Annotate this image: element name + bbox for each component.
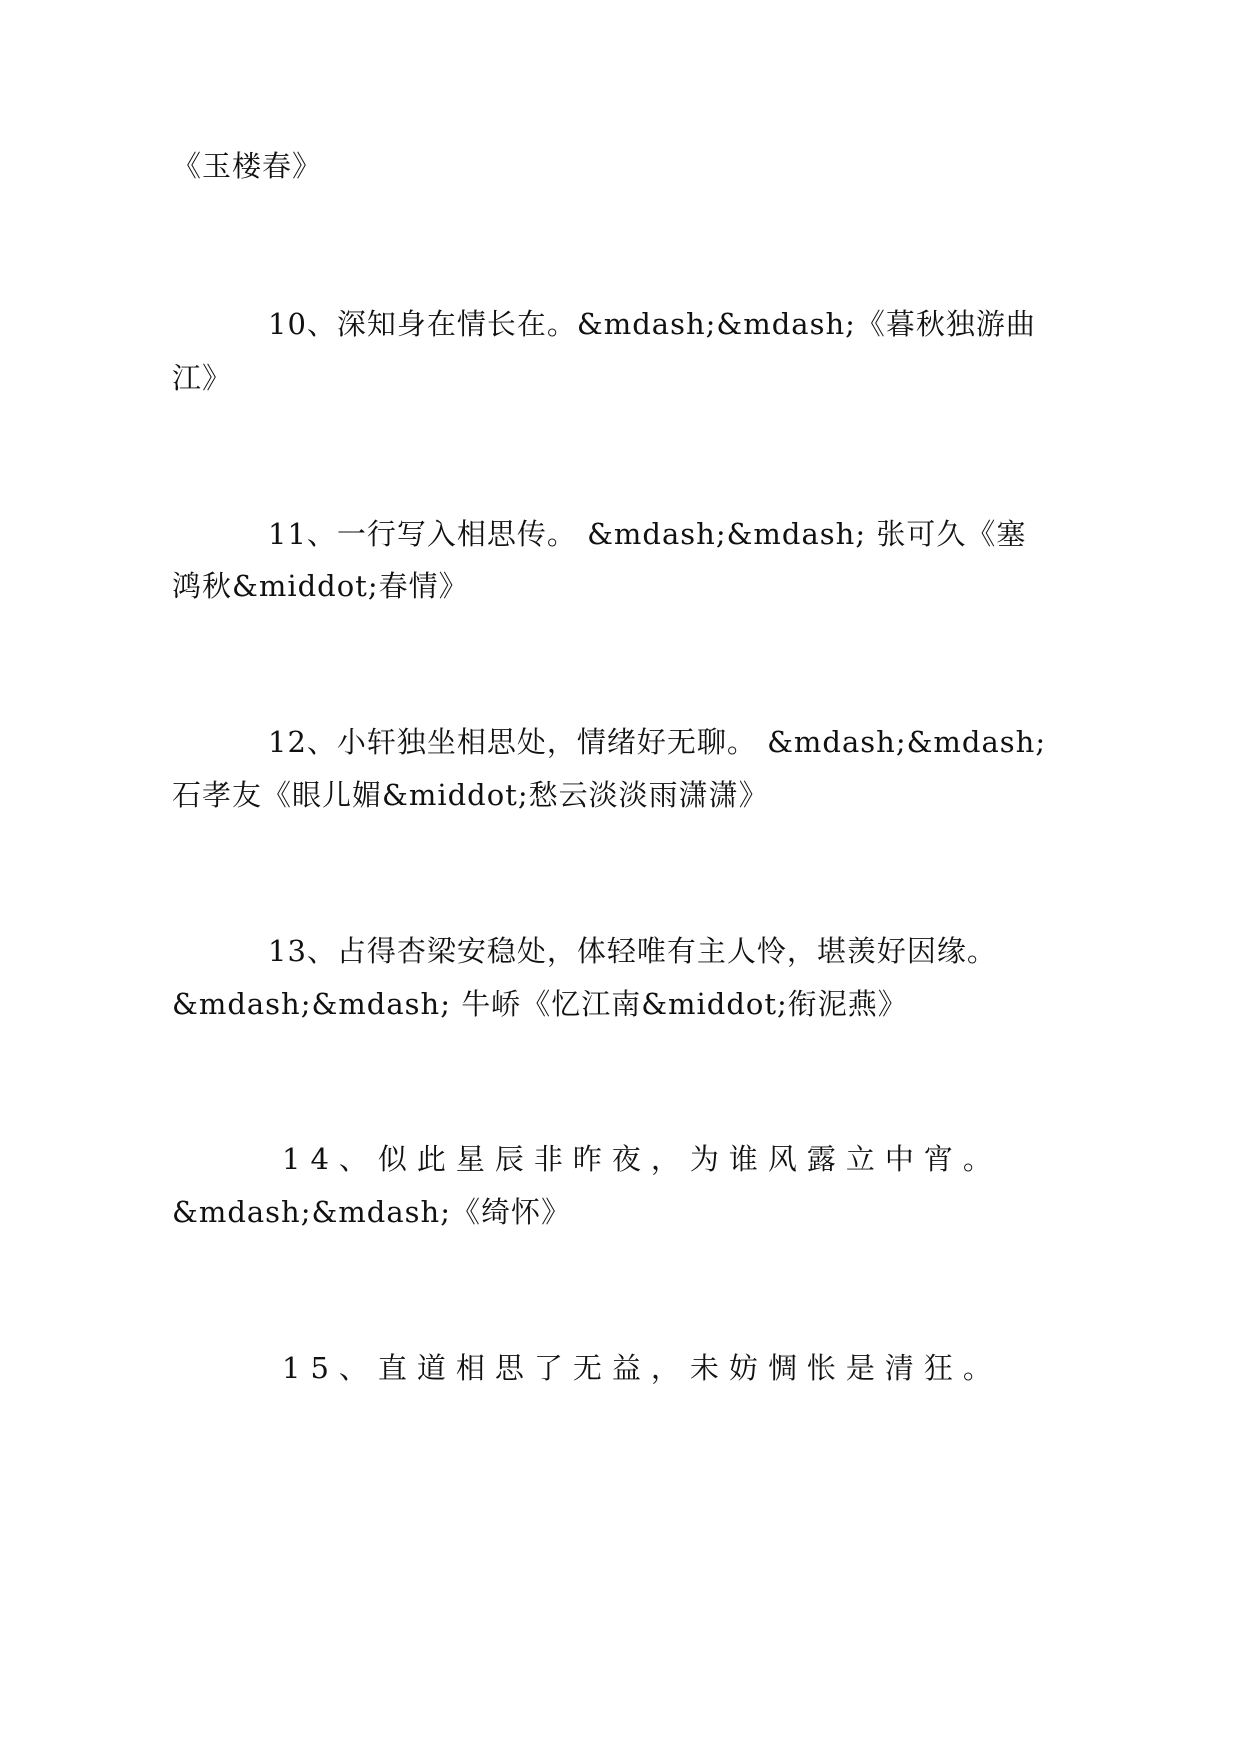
paragraph-11-line-1: 11、一行写入相思传。 &mdash;&mdash; 张可久《塞 — [268, 517, 1027, 551]
paragraph-13-line-1: 13、占得杏梁安稳处，体轻唯有主人怜，堪羡好因缘。 — [268, 934, 997, 968]
paragraph-10-line-2: 江》 — [172, 361, 233, 395]
paragraph-14-line-2: &mdash;&mdash;《绮怀》 — [172, 1195, 571, 1229]
paragraph-10-line-1: 10、深知身在情长在。&mdash;&mdash;《暮秋独游曲 — [268, 307, 1036, 341]
paragraph-14-line-1: 14、似此星辰非昨夜，为谁风露立中宵。 — [282, 1142, 1002, 1176]
paragraph-11-line-2: 鸿秋&middot;春情》 — [172, 569, 469, 603]
paragraph-12-line-1: 12、小轩独坐相思处，情绪好无聊。 &mdash;&mdash; — [268, 725, 1047, 759]
paragraph-15-line-1: 15、直道相思了无益，未妨惆怅是清狂。 — [282, 1351, 1002, 1385]
paragraph-12-line-2: 石孝友《眼儿媚&middot;愁云淡淡雨潇潇》 — [172, 778, 769, 812]
paragraph-13-line-2: &mdash;&mdash; 牛峤《忆江南&middot;衔泥燕》 — [172, 987, 908, 1021]
paragraph-title-line-1: 《玉楼春》 — [172, 149, 323, 183]
